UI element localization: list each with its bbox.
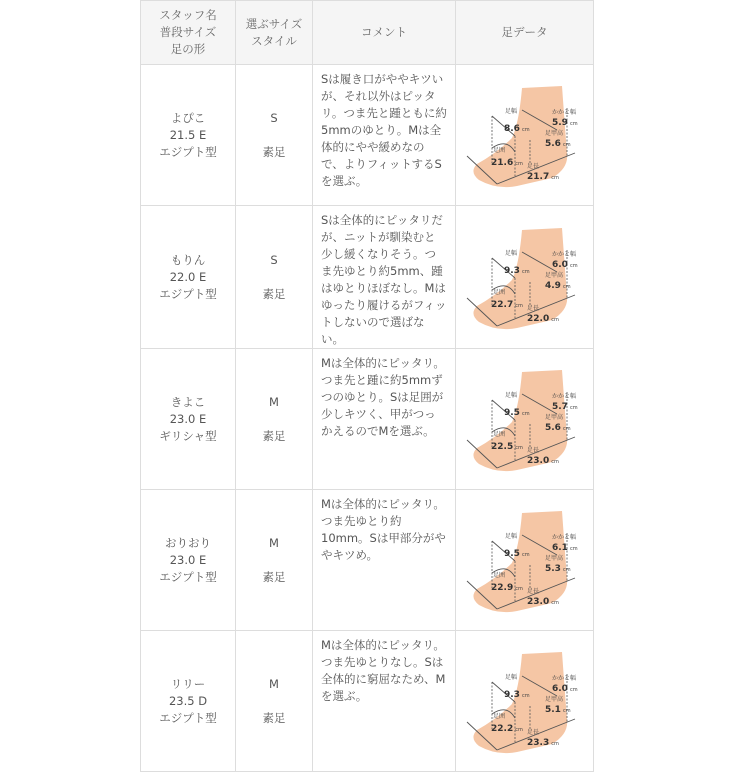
foot-girth-value: 22.7 cm bbox=[491, 300, 523, 310]
foot-girth-value: 21.6 cm bbox=[491, 158, 523, 168]
size-cell: M 素足 bbox=[236, 631, 313, 772]
foot-heel-value: 6.0 cm bbox=[552, 684, 578, 694]
foot-length-value: 22.0 cm bbox=[527, 314, 559, 324]
foot-length-label: 足長 bbox=[527, 447, 540, 454]
foot-instep-value: 5.6 cm bbox=[545, 423, 571, 433]
foot-girth-value: 22.2 cm bbox=[491, 724, 523, 734]
foot-girth-label: 足囲 bbox=[493, 147, 506, 154]
foot-instep-label: 足甲高 bbox=[545, 130, 564, 137]
foot-width-label: 足幅 bbox=[505, 674, 518, 681]
foot-instep-label: 足甲高 bbox=[545, 696, 564, 703]
foot-instep-value: 5.1 cm bbox=[545, 705, 571, 715]
table-row bbox=[141, 206, 594, 349]
comment-cell: Mは全体的にピッタリ。つま先ゆとりなし。Sは全体的に窮屈なため、Mを選ぶ。 bbox=[313, 631, 456, 772]
table-row bbox=[141, 349, 594, 490]
foot-length-value: 21.7 cm bbox=[527, 172, 559, 182]
foot-instep-label: 足甲高 bbox=[545, 414, 564, 421]
foot-heel-label: かかと幅 bbox=[552, 534, 577, 541]
comment-cell: Mは全体的にピッタリ。つま先ゆとり約10mm。Sは甲部分がややキツめ。 bbox=[313, 490, 456, 631]
foot-width-value: 8.6 cm bbox=[504, 124, 530, 134]
foot-girth-value: 22.9 cm bbox=[491, 583, 523, 593]
header-row bbox=[141, 1, 594, 65]
foot-diagram bbox=[457, 210, 592, 344]
table-row bbox=[141, 631, 594, 772]
foot-width-value: 9.5 cm bbox=[504, 549, 530, 559]
foot-data-cell bbox=[456, 349, 594, 490]
foot-width-label: 足幅 bbox=[505, 533, 518, 540]
foot-length-value: 23.0 cm bbox=[527, 456, 559, 466]
foot-heel-label: かかと幅 bbox=[552, 109, 577, 116]
foot-girth-value: 22.5 cm bbox=[491, 442, 523, 452]
foot-instep-label: 足甲高 bbox=[545, 272, 564, 279]
foot-girth-label: 足囲 bbox=[493, 431, 506, 438]
foot-length-label: 足長 bbox=[527, 588, 540, 595]
foot-data-cell bbox=[456, 490, 594, 631]
staff-cell: きよこ 23.0 E ギリシャ型 bbox=[141, 349, 236, 490]
foot-length-label: 足長 bbox=[527, 305, 540, 312]
header-foot: 足データ bbox=[456, 1, 594, 65]
foot-diagram bbox=[457, 634, 592, 768]
foot-heel-value: 6.1 cm bbox=[552, 543, 578, 553]
comment-cell: Mは全体的にピッタリ。つま先と踵に約5mmずつのゆとり。Sは足囲が少しキツく、甲がつっかえるのでMを選ぶ。 bbox=[313, 349, 456, 490]
staff-cell: よぴこ 21.5 E エジプト型 bbox=[141, 65, 236, 206]
foot-length-label: 足長 bbox=[527, 163, 540, 170]
foot-instep-value: 4.9 cm bbox=[545, 281, 571, 291]
header-size: 選ぶサイズ スタイル bbox=[236, 1, 313, 65]
size-cell: S 素足 bbox=[236, 206, 313, 349]
foot-heel-value: 6.0 cm bbox=[552, 260, 578, 270]
foot-heel-label: かかと幅 bbox=[552, 675, 577, 682]
foot-heel-label: かかと幅 bbox=[552, 251, 577, 258]
foot-instep-label: 足甲高 bbox=[545, 555, 564, 562]
foot-width-label: 足幅 bbox=[505, 392, 518, 399]
header-staff: スタッフ名 普段サイズ 足の形 bbox=[141, 1, 236, 65]
foot-width-value: 9.3 cm bbox=[504, 266, 530, 276]
foot-heel-value: 5.9 cm bbox=[552, 118, 578, 128]
comment-cell: Sは履き口がややキツいが、それ以外はピッタリ。つま先と踵ともに約5mmのゆとり。Mは全体的にやや緩めなので、よりフィットするSを選ぶ。 bbox=[313, 65, 456, 206]
staff-size-table bbox=[140, 0, 594, 772]
foot-length-value: 23.3 cm bbox=[527, 738, 559, 748]
table-row bbox=[141, 490, 594, 631]
foot-girth-label: 足囲 bbox=[493, 713, 506, 720]
header-comment: コメント bbox=[313, 1, 456, 65]
size-cell: M 素足 bbox=[236, 490, 313, 631]
foot-width-label: 足幅 bbox=[505, 250, 518, 257]
foot-length-label: 足長 bbox=[527, 729, 540, 736]
foot-data-cell bbox=[456, 206, 594, 349]
table-row bbox=[141, 65, 594, 206]
foot-data-cell bbox=[456, 631, 594, 772]
foot-length-value: 23.0 cm bbox=[527, 597, 559, 607]
foot-width-value: 9.3 cm bbox=[504, 690, 530, 700]
foot-diagram bbox=[457, 68, 592, 202]
foot-diagram bbox=[457, 493, 592, 627]
foot-width-value: 9.5 cm bbox=[504, 408, 530, 418]
foot-heel-label: かかと幅 bbox=[552, 393, 577, 400]
staff-cell: もりん 22.0 E エジプト型 bbox=[141, 206, 236, 349]
foot-data-cell bbox=[456, 65, 594, 206]
staff-cell: おりおり 23.0 E エジプト型 bbox=[141, 490, 236, 631]
foot-heel-value: 5.7 cm bbox=[552, 402, 578, 412]
foot-girth-label: 足囲 bbox=[493, 572, 506, 579]
foot-instep-value: 5.6 cm bbox=[545, 139, 571, 149]
foot-girth-label: 足囲 bbox=[493, 289, 506, 296]
size-cell: M 素足 bbox=[236, 349, 313, 490]
foot-instep-value: 5.3 cm bbox=[545, 564, 571, 574]
size-cell: S 素足 bbox=[236, 65, 313, 206]
staff-cell: リリー 23.5 D エジプト型 bbox=[141, 631, 236, 772]
foot-width-label: 足幅 bbox=[505, 108, 518, 115]
foot-diagram bbox=[457, 352, 592, 486]
comment-cell: Sは全体的にピッタリだが、ニットが馴染むと少し緩くなりそう。つま先ゆとり約5mm、踵はゆとりほぼなし。Mはゆったり履けるがフィットしないので選ばない。 bbox=[313, 206, 456, 349]
